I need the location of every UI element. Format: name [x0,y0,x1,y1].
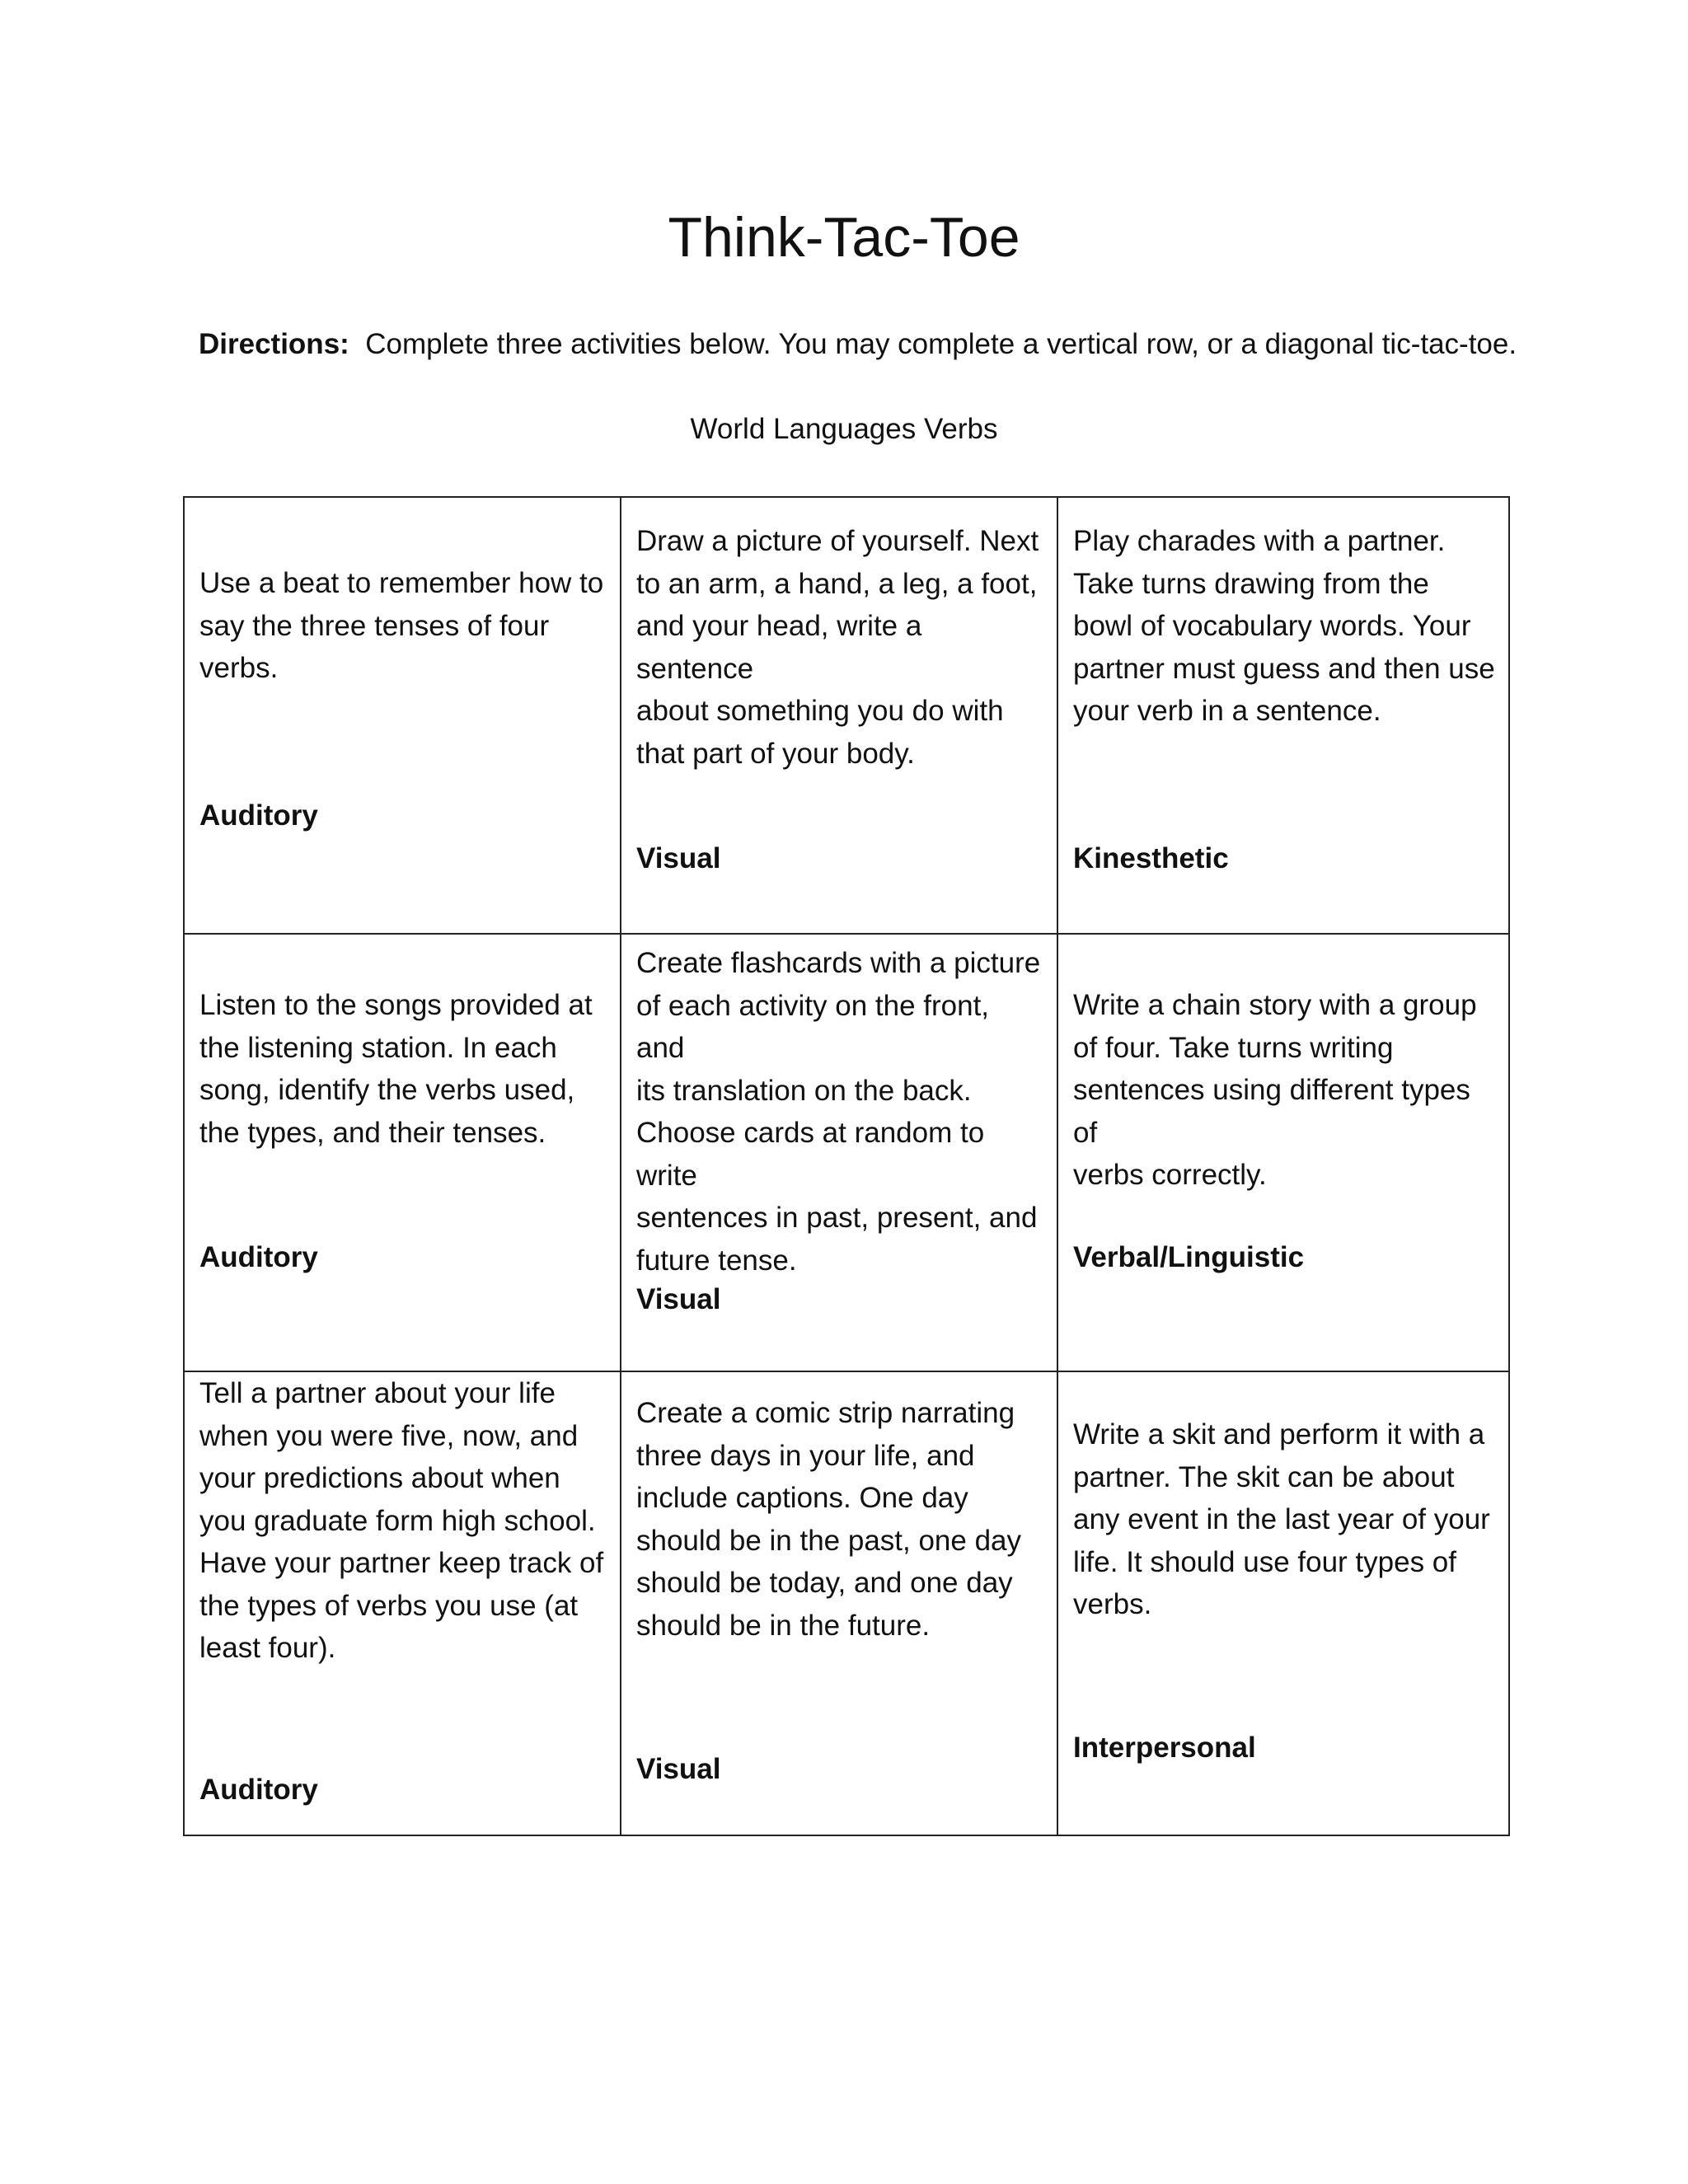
cell-r3-c1 [185,1372,621,1835]
cell-text: Listen to the songs provided at the listening station. In each song, identify the verbs used, the types, and their tenses. [199,989,593,1149]
think-tac-toe-grid [183,496,1510,1836]
cell-text: Create a comic strip narrating three days in your life, and include captions. One day should be in the past, one day should be today, and one day should be in the future. [636,1397,1022,1642]
cell-text: Use a beat to remember how to say the three tenses of four verbs. [199,567,604,684]
learning-style-label: Interpersonal [1073,1732,1256,1764]
cell-r2-c1 [185,935,621,1372]
cell-text: Write a skit and perform it with a partner. The skit can be about any event in the last year of your life. It should use four types of verbs. [1073,1418,1490,1620]
learning-style-label: Auditory [199,1774,318,1806]
directions-text: Complete three activities below. You may complete a vertical row, or a diagonal tic-tac-toe. [365,328,1517,360]
cell-r3-c2 [621,1372,1058,1835]
learning-style-label: Kinesthetic [1073,842,1229,874]
learning-style-label: Auditory [199,1241,318,1273]
cell-r3-c3 [1058,1372,1508,1835]
directions-label: Directions: [199,328,349,360]
cell-text: Tell a partner about your life when you were five, now, and your predictions about when you graduate form high school. Have your partner keep track of the types of verbs you use (at least four). [199,1377,604,1664]
page-title: Think-Tac-Toe [668,206,1020,269]
subtitle: World Languages Verbs [690,413,998,445]
cell-r1-c2 [621,498,1058,935]
cell-text: Play charades with a partner. Take turns drawing from the bowl of vocabulary words. Your partner must guess and then use your verb in a sentence. [1073,525,1495,727]
learning-style-label: Visual [636,1753,721,1785]
cell-r2-c3 [1058,935,1508,1372]
cell-r1-c1 [185,498,621,935]
learning-style-label: Visual [636,1283,721,1315]
learning-style-label: Auditory [199,799,318,832]
cell-text: Create flashcards with a picture of each activity on the front, and its translation on the back. Choose cards at random to write sentences in past, present, and future tense. [636,947,1041,1277]
cell-r1-c3 [1058,498,1508,935]
cell-r2-c2 [621,935,1058,1372]
cell-text: Draw a picture of yourself. Next to an arm, a hand, a leg, a foot, and your head, write a sentence about something you do with that part of your body. [636,525,1039,770]
learning-style-label: Verbal/Linguistic [1073,1241,1305,1273]
learning-style-label: Visual [636,842,721,874]
cell-text: Write a chain story with a group of four. Take turns writing sentences using different types of verbs correctly. [1073,989,1477,1191]
directions [199,326,1550,363]
